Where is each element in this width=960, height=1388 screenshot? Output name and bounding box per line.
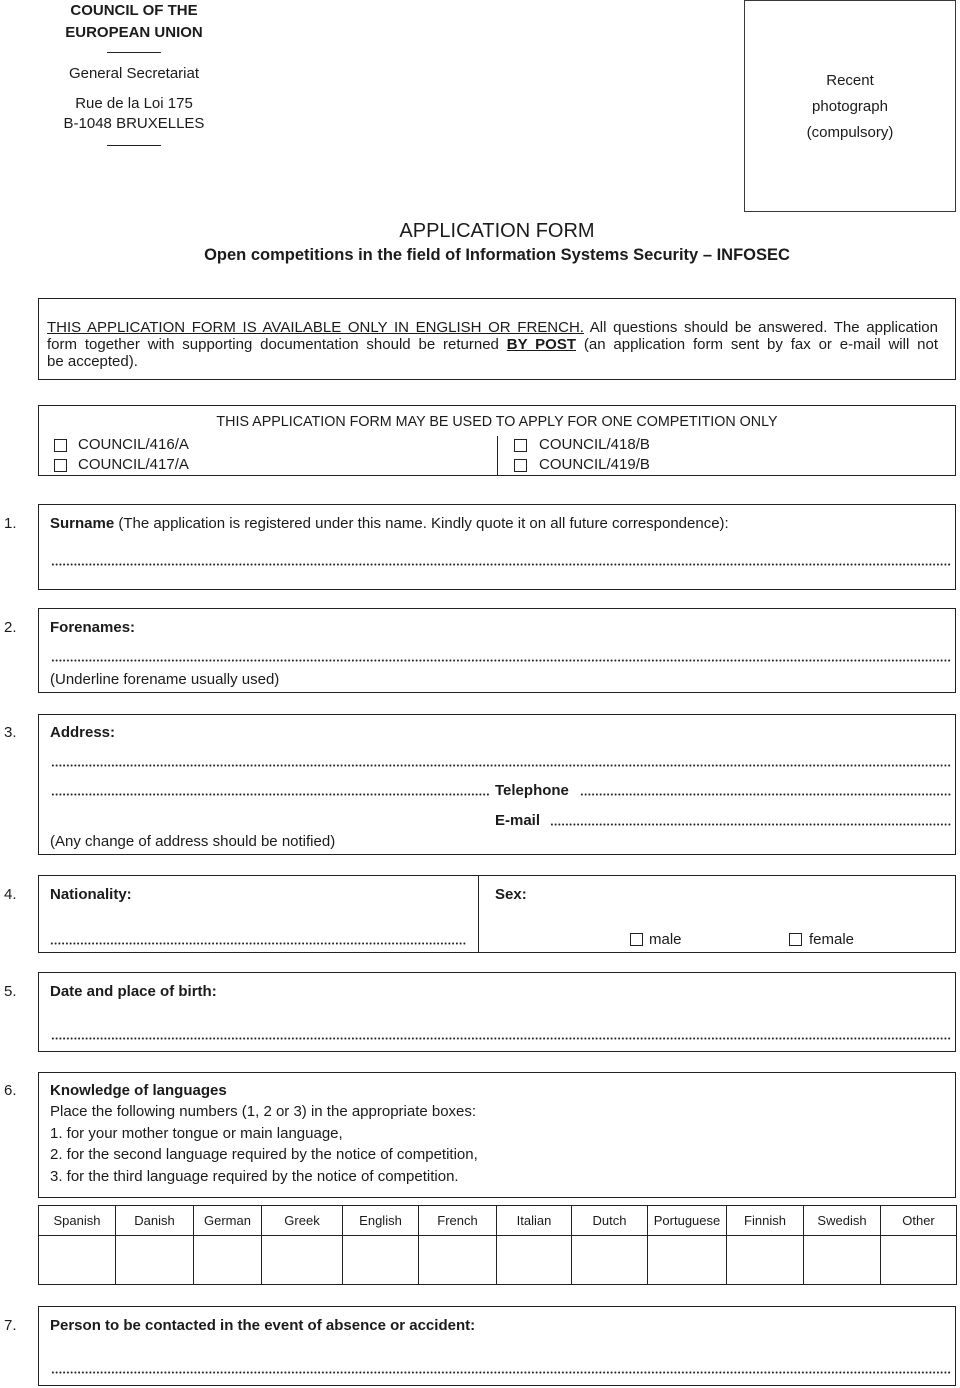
email-label: E-mail bbox=[495, 812, 541, 829]
languages-table bbox=[38, 1205, 957, 1285]
emergency-contact-section bbox=[38, 1306, 956, 1386]
emergency-contact-label: Person to be contacted in the event of absence or accident: bbox=[50, 1317, 476, 1334]
language-header-english: English bbox=[343, 1206, 419, 1236]
forenames-field[interactable] bbox=[51, 659, 951, 662]
language-availability-text: THIS APPLICATION FORM IS AVAILABLE ONLY IN ENGLISH OR FRENCH. bbox=[47, 319, 584, 336]
languages-item-2: 2. for the second language required by the notice of competition, bbox=[50, 1146, 478, 1163]
fax-warning-text: (an application form sent by fax or e-mail will not bbox=[583, 336, 939, 353]
address-change-note: (Any change of address should be notified) bbox=[50, 833, 336, 850]
notice-box bbox=[38, 298, 956, 380]
language-header-other: Other bbox=[881, 1206, 957, 1236]
nationality-sex-section bbox=[38, 875, 956, 953]
competition-417a-label: COUNCIL/417/A bbox=[78, 456, 189, 473]
surname-label-line bbox=[50, 515, 729, 533]
language-box-italian[interactable] bbox=[497, 1236, 572, 1285]
language-header-finnish: Finnish bbox=[727, 1206, 804, 1236]
telephone-field[interactable] bbox=[580, 793, 951, 796]
photo-box-line-1: Recent bbox=[826, 72, 874, 89]
language-box-danish[interactable] bbox=[116, 1236, 194, 1285]
competition-heading: THIS APPLICATION FORM MAY BE USED TO APPLY FOR ONE COMPETITION ONLY bbox=[216, 414, 778, 430]
section-6-number: 6. bbox=[4, 1082, 17, 1099]
notice-line-2 bbox=[47, 336, 938, 353]
email-field[interactable] bbox=[550, 823, 951, 826]
nationality-label: Nationality: bbox=[50, 886, 132, 903]
org-name-line-1: COUNCIL OF THE bbox=[70, 2, 198, 19]
language-header-german: German bbox=[194, 1206, 262, 1236]
competition-419b-checkbox[interactable] bbox=[514, 459, 527, 472]
languages-entry-row bbox=[39, 1236, 957, 1285]
language-header-danish: Danish bbox=[116, 1206, 194, 1236]
address-line-1-field[interactable] bbox=[51, 764, 951, 767]
language-header-portuguese: Portuguese bbox=[648, 1206, 727, 1236]
address-line-2-field[interactable] bbox=[51, 793, 490, 796]
competition-418b-label: COUNCIL/418/B bbox=[539, 436, 650, 453]
section-1-number: 1. bbox=[4, 515, 17, 532]
language-header-dutch: Dutch bbox=[572, 1206, 648, 1236]
language-box-portuguese[interactable] bbox=[648, 1236, 727, 1285]
language-box-french[interactable] bbox=[419, 1236, 497, 1285]
language-box-finnish[interactable] bbox=[727, 1236, 804, 1285]
language-box-spanish[interactable] bbox=[39, 1236, 116, 1285]
section-5-number: 5. bbox=[4, 983, 17, 1000]
org-name-line-2: EUROPEAN UNION bbox=[65, 24, 203, 41]
city-address: B-1048 BRUXELLES bbox=[63, 115, 205, 132]
surname-note: (The application is registered under this name. Kindly quote it on all future correspondence): bbox=[118, 515, 729, 532]
address-section bbox=[38, 714, 956, 855]
languages-section bbox=[38, 1072, 956, 1198]
competition-box bbox=[38, 405, 956, 476]
surname-label: Surname bbox=[50, 515, 115, 532]
competition-416a-label: COUNCIL/416/A bbox=[78, 436, 189, 453]
nationality-field[interactable] bbox=[50, 942, 466, 945]
languages-header-row bbox=[39, 1206, 957, 1236]
language-box-swedish[interactable] bbox=[804, 1236, 881, 1285]
language-header-french: French bbox=[419, 1206, 497, 1236]
page-title: APPLICATION FORM bbox=[399, 220, 595, 242]
nationality-sex-divider bbox=[478, 876, 479, 952]
language-box-german[interactable] bbox=[194, 1236, 262, 1285]
language-box-other[interactable] bbox=[881, 1236, 957, 1285]
header-divider bbox=[107, 145, 161, 146]
answer-all-text: All questions should be answered. The application bbox=[589, 319, 938, 336]
language-box-english[interactable] bbox=[343, 1236, 419, 1285]
header-divider bbox=[107, 52, 161, 53]
surname-section bbox=[38, 504, 956, 590]
section-4-number: 4. bbox=[4, 886, 17, 903]
photo-box-line-3: (compulsory) bbox=[806, 124, 894, 141]
competition-416a-checkbox[interactable] bbox=[54, 439, 67, 452]
languages-instruction: Place the following numbers (1, 2 or 3) in the appropriate boxes: bbox=[50, 1103, 477, 1120]
address-label: Address: bbox=[50, 724, 116, 741]
forenames-note: (Underline forename usually used) bbox=[50, 671, 280, 688]
return-instruction-text: form together with supporting documentation should be returned bbox=[47, 336, 499, 353]
forenames-label: Forenames: bbox=[50, 619, 136, 636]
sex-male-checkbox[interactable] bbox=[630, 933, 643, 946]
language-box-dutch[interactable] bbox=[572, 1236, 648, 1285]
telephone-label: Telephone bbox=[495, 782, 569, 799]
competition-418b-checkbox[interactable] bbox=[514, 439, 527, 452]
photo-box bbox=[744, 0, 956, 212]
sex-female-checkbox[interactable] bbox=[789, 933, 802, 946]
competition-419b-label: COUNCIL/419/B bbox=[539, 456, 650, 473]
birth-label: Date and place of birth: bbox=[50, 983, 217, 1000]
secretariat-name: General Secretariat bbox=[68, 65, 200, 82]
languages-item-3: 3. for the third language required by the notice of competition. bbox=[50, 1168, 459, 1185]
section-7-number: 7. bbox=[4, 1317, 17, 1334]
language-header-italian: Italian bbox=[497, 1206, 572, 1236]
photo-box-line-2: photograph bbox=[812, 98, 888, 115]
notice-line-3 bbox=[47, 353, 938, 370]
by-post-text: BY POST bbox=[506, 336, 577, 353]
competition-divider bbox=[497, 436, 498, 475]
sex-label: Sex: bbox=[495, 886, 527, 903]
sex-female-label: female bbox=[809, 931, 855, 948]
emergency-contact-field[interactable] bbox=[51, 1371, 951, 1374]
language-header-greek: Greek bbox=[262, 1206, 343, 1236]
language-box-greek[interactable] bbox=[262, 1236, 343, 1285]
not-accepted-text: be accepted). bbox=[47, 353, 138, 370]
birth-date-place-field[interactable] bbox=[51, 1037, 951, 1040]
street-address: Rue de la Loi 175 bbox=[75, 95, 193, 112]
birth-section bbox=[38, 972, 956, 1052]
surname-field[interactable] bbox=[51, 563, 951, 566]
languages-label: Knowledge of languages bbox=[50, 1082, 227, 1099]
section-3-number: 3. bbox=[4, 724, 17, 741]
section-2-number: 2. bbox=[4, 619, 17, 636]
page-subtitle: Open competitions in the field of Information Systems Security – INFOSEC bbox=[204, 246, 790, 264]
notice-line-1 bbox=[47, 319, 938, 336]
language-header-spanish: Spanish bbox=[39, 1206, 116, 1236]
competition-417a-checkbox[interactable] bbox=[54, 459, 67, 472]
language-header-swedish: Swedish bbox=[804, 1206, 881, 1236]
languages-item-1: 1. for your mother tongue or main language, bbox=[50, 1125, 343, 1142]
sex-male-label: male bbox=[649, 931, 682, 948]
forenames-section bbox=[38, 608, 956, 693]
